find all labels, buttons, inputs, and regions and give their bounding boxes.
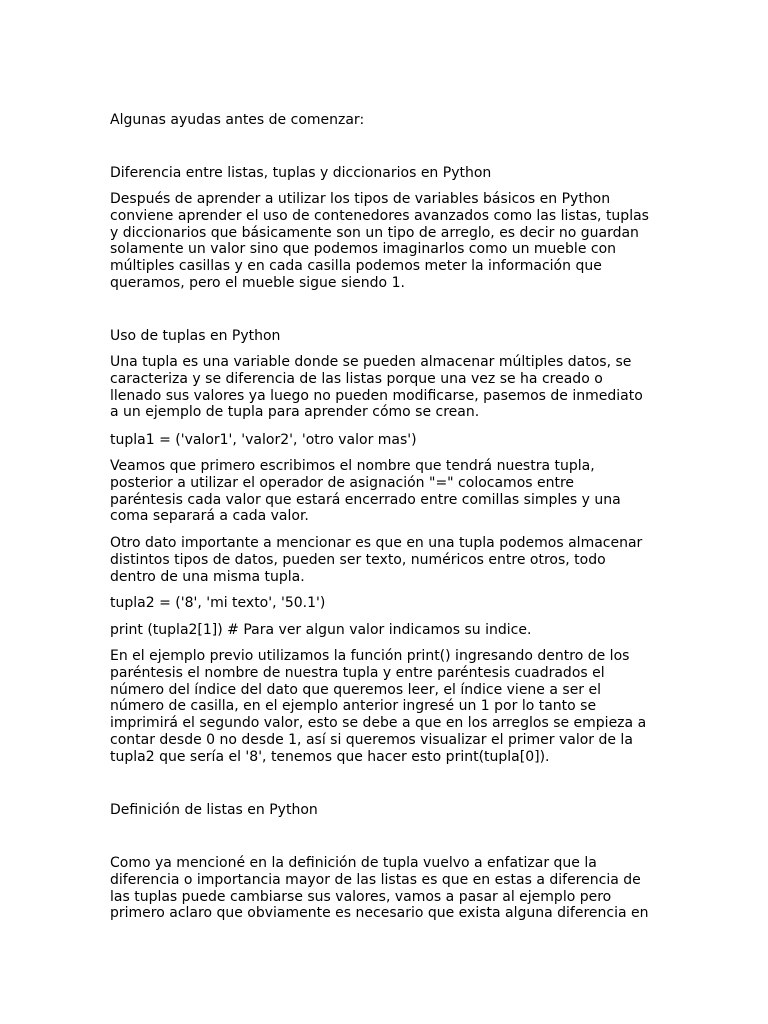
- intro-heading: Algunas ayudas antes de comenzar:: [110, 112, 365, 128]
- paragraph-print-explanation: En el ejemplo previo utilizamos la función print() ingresando dentro de los paréntesis el nombre de nuestra tupla y entre paréntesis cuadrados el número del índice del dato que queremos leer, el índice viene a ser el número de casilla, en el ejemplo anterior ingresé un 1 por lo tanto se imprimirá el segundo valor, esto se debe a que en los arreglos se empieza a contar desde 0 no desde 1, así si queremos visualizar el primer valor de la tupla2 que sería el '8', tenemos que hacer esto print(tupla[0]).: [110, 648, 647, 765]
- code-line-tupla1: tupla1 = ('valor1', 'valor2', 'otro valor mas'): [110, 432, 417, 448]
- code-line-print: print (tupla2[1]) # Para ver algun valor indicamos su indice.: [110, 622, 532, 638]
- section-heading-tuples: Uso de tuplas en Python: [110, 328, 281, 344]
- section-heading-lists: Definición de listas en Python: [110, 802, 318, 818]
- code-line-tupla2: tupla2 = ('8', 'mi texto', '50.1'): [110, 595, 326, 611]
- section-heading-differences: Diferencia entre listas, tuplas y diccionarios en Python: [110, 165, 492, 181]
- paragraph-lists-definition: Como ya mencioné en la definición de tupla vuelvo a enfatizar que la diferencia o importancia mayor de las listas es que en estas a diferencia de las tuplas puede cambiarse sus valores, vamos a pasar al ejemplo pero primero aclaro que obviamente es necesario que exista alguna diferencia en: [110, 855, 649, 922]
- paragraph-tuple-types: Otro dato importante a mencionar es que en una tupla podemos almacenar distintos tipos de datos, pueden ser texto, numéricos entre otros, todo dentro de una misma tupla.: [110, 535, 643, 585]
- paragraph-tuple-syntax: Veamos que primero escribimos el nombre que tendrá nuestra tupla, posterior a utilizar el operador de asignación "=" colocamos entre paréntesis cada valor que estará encerrado entre comillas simples y una coma separará a cada valor.: [110, 458, 621, 525]
- paragraph-tuple-definition: Una tupla es una variable donde se pueden almacenar múltiples datos, se caracteriza y se diferencia de las listas porque una vez se ha creado o llenado sus valores ya luego no pueden modificarse, pasemos de inmediato a un ejemplo de tupla para aprender cómo se crean.: [110, 354, 643, 421]
- paragraph-containers-intro: Después de aprender a utilizar los tipos de variables básicos en Python conviene aprender el uso de contenedores avanzados como las listas, tuplas y diccionarios que básicamente son un tipo de arreglo, es decir no guardan solamente un valor sino que podemos imaginarlos como un mueble con múltiples casillas y en cada casilla podemos meter la información que queramos, pero el mueble sigue siendo 1.: [110, 191, 649, 291]
